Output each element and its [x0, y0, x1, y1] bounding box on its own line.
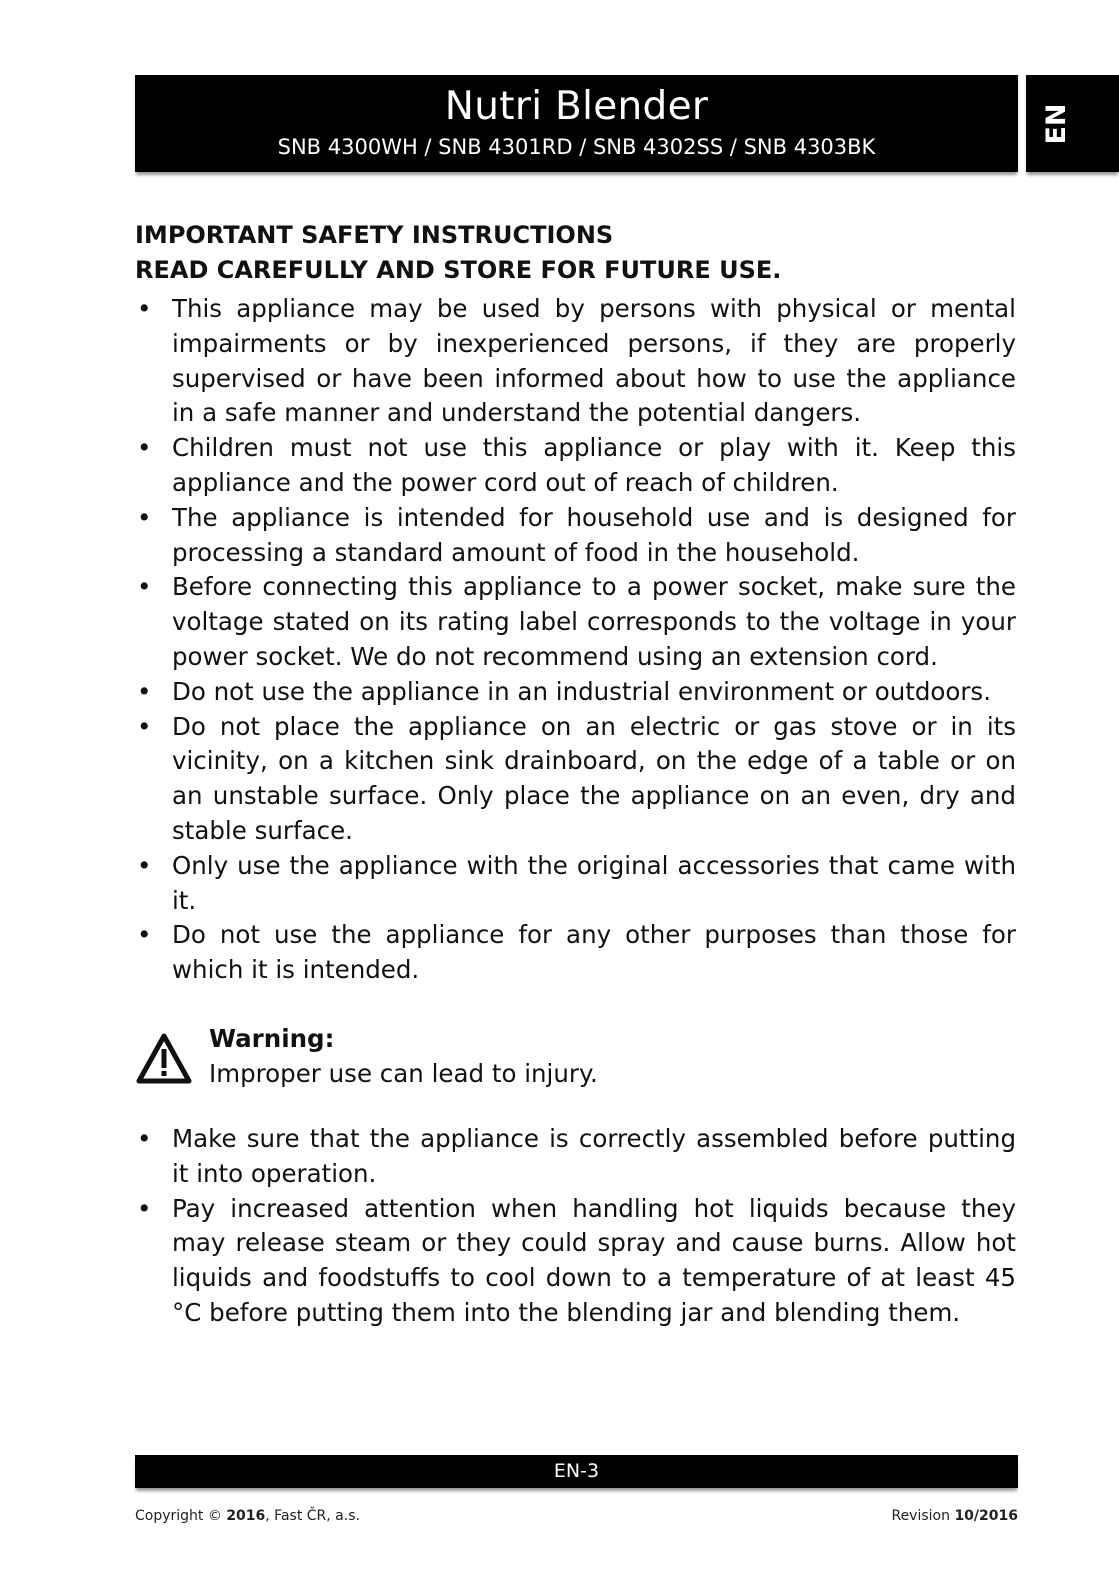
safety-subheading: READ CAREFULLY AND STORE FOR FUTURE USE.	[135, 256, 782, 284]
warning-title: Warning:	[209, 1023, 335, 1053]
warning-text-block	[209, 1022, 598, 1092]
language-label: EN	[1040, 103, 1072, 145]
safety-heading: IMPORTANT SAFETY INSTRUCTIONS	[135, 221, 614, 249]
list-item: • Only use the appliance with the original accessories that came with it.	[135, 849, 1016, 919]
warning-triangle-icon	[135, 1032, 193, 1086]
page-content	[135, 218, 1016, 1331]
safety-list	[135, 292, 1016, 988]
list-item: • The appliance is intended for household use and is designed for processing a standard amount of food in the household.	[135, 501, 1016, 571]
footer-bar	[135, 1455, 1018, 1488]
list-item: • Pay increased attention when handling hot liquids because they may release steam or they could spray and cause burns. Allow hot liquids and foodstuffs to cool down to a temperature of at least 45 °C before putting them into the blending jar and blending them.	[135, 1192, 1016, 1331]
warning-box	[135, 1022, 1016, 1096]
product-title: Nutri Blender	[444, 84, 709, 129]
list-item: • Children must not use this appliance or play with it. Keep this appliance and the power cord out of reach of children.	[135, 431, 1016, 501]
list-item: • Before connecting this appliance to a power socket, make sure the voltage stated on its rating label corresponds to the voltage in your power socket. We do not recommend using an extension cord.	[135, 570, 1016, 674]
page-number: EN-3	[553, 1460, 600, 1482]
revision-value: 10/2016	[954, 1508, 1018, 1524]
model-numbers: SNB 4300WH / SNB 4301RD / SNB 4302SS / SNB 4303BK	[277, 135, 876, 159]
list-item: • Make sure that the appliance is correctly assembled before putting it into operation.	[135, 1122, 1016, 1192]
revision-label: Revision	[891, 1508, 955, 1524]
warning-message: Improper use can lead to injury.	[209, 1058, 598, 1088]
list-item: • Do not use the appliance for any other purposes than those for which it is intended.	[135, 918, 1016, 988]
header-bar	[135, 75, 1018, 172]
copyright-notice	[135, 1507, 360, 1525]
copyright-prefix: Copyright ©	[135, 1508, 227, 1524]
copyright-company: , Fast ČR, a.s.	[265, 1508, 360, 1524]
list-item: • Do not place the appliance on an electric or gas stove or in its vicinity, on a kitchen sink drainboard, on the edge of a table or on an unstable surface. Only place the appliance on an even, dry and stable surface.	[135, 710, 1016, 849]
revision-notice	[891, 1507, 1018, 1525]
safety-list-continued	[135, 1122, 1016, 1331]
copyright-year: 2016	[226, 1508, 266, 1524]
language-tab	[1026, 75, 1119, 172]
list-item: • Do not use the appliance in an industrial environment or outdoors.	[135, 675, 1016, 710]
list-item: • This appliance may be used by persons with physical or mental impairments or by inexperienced persons, if they are properly supervised or have been informed about how to use the appliance in a safe manner and understand the potential dangers.	[135, 292, 1016, 431]
